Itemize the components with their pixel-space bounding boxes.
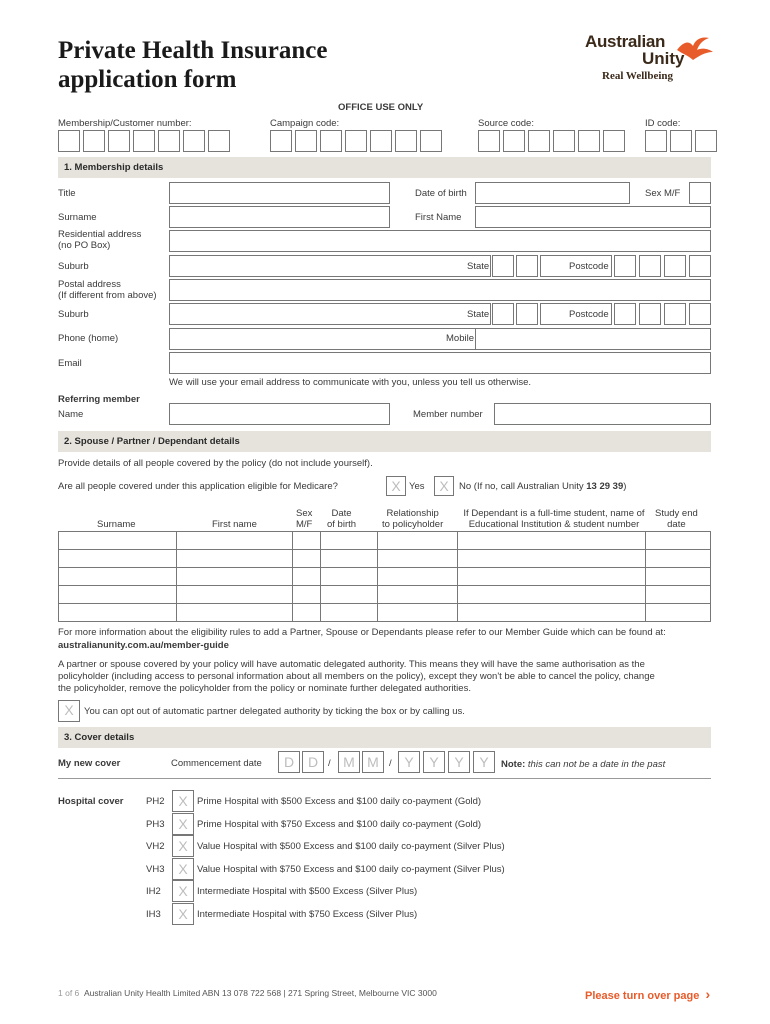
title-line-2: application form — [58, 66, 237, 93]
table-cell[interactable] — [458, 586, 646, 604]
mobile-label: Mobile — [446, 333, 474, 344]
section-2-heading: 2. Spouse / Partner / Dependant details — [58, 431, 711, 452]
hospital-option-checkbox[interactable]: X — [172, 903, 194, 925]
table-cell[interactable] — [646, 604, 711, 622]
postal-postcode-box-3[interactable] — [664, 303, 686, 325]
logo-tagline: Real Wellbeing — [602, 70, 673, 82]
source-code-label: Source code: — [478, 118, 534, 129]
email-label: Email — [58, 358, 82, 369]
table-cell[interactable] — [292, 586, 320, 604]
chevron-right-icon: › — [705, 986, 711, 1002]
turn-over-text: Please turn over page — [585, 990, 700, 1002]
medicare-yes-checkbox[interactable]: X — [386, 476, 406, 496]
hospital-option-label: Prime Hospital with $750 Excess and $100 daily co-payment (Gold) — [197, 818, 482, 830]
hospital-option-checkbox[interactable]: X — [172, 813, 194, 835]
mobile-divider — [475, 328, 476, 350]
source-box-2[interactable] — [503, 130, 525, 152]
date-box-m[interactable]: M — [362, 751, 384, 773]
date-box-y[interactable]: Y — [423, 751, 445, 773]
table-cell[interactable] — [59, 532, 177, 550]
hospital-option-code: IH2 — [146, 886, 161, 897]
postal-postcode-label: Postcode — [569, 309, 609, 320]
phone-home-field[interactable] — [169, 328, 711, 350]
table-cell[interactable] — [320, 532, 378, 550]
office-use-heading: OFFICE USE ONLY — [338, 102, 424, 113]
col-study-end — [655, 508, 698, 530]
para-line-3: the policyholder, remove the policyholder from the policy or nominate further delegated authorities. — [58, 683, 471, 694]
surname-label: Surname — [58, 212, 97, 223]
id-box-1[interactable] — [645, 130, 667, 152]
table-cell[interactable] — [378, 604, 458, 622]
australian-unity-phone: 13 29 39 — [586, 481, 624, 492]
postcode-box-2[interactable] — [639, 255, 661, 277]
date-box-y[interactable]: Y — [473, 751, 495, 773]
col-dep-1: If Dependant is a full-time student, name of — [463, 508, 645, 519]
table-cell[interactable] — [292, 550, 320, 568]
campaign-box-1[interactable] — [270, 130, 292, 152]
table-row — [59, 568, 711, 586]
campaign-box-7[interactable] — [420, 130, 442, 152]
page-number: 1 of 6 — [58, 988, 80, 998]
table-cell[interactable] — [59, 550, 177, 568]
table-cell[interactable] — [176, 532, 292, 550]
source-box-6[interactable] — [603, 130, 625, 152]
table-cell[interactable] — [320, 586, 378, 604]
section-1-heading: 1. Membership details — [58, 157, 711, 178]
hospital-option-code: PH3 — [146, 818, 165, 830]
opt-out-label: You can opt out of automatic partner delegated authority by ticking the box or by calling us. — [84, 706, 465, 717]
campaign-box-6[interactable] — [395, 130, 417, 152]
date-box-y[interactable]: Y — [448, 751, 470, 773]
membership-box-2[interactable] — [83, 130, 105, 152]
col-rel-1: Relationship — [386, 508, 439, 519]
footer-info — [58, 988, 437, 998]
id-code-label: ID code: — [645, 118, 681, 129]
col-date-of-birth — [327, 508, 356, 530]
phone-home-label: Phone (home) — [58, 333, 119, 344]
date-box-y[interactable]: Y — [398, 751, 420, 773]
commencement-date-label: Commencement date — [171, 758, 262, 769]
campaign-box-4[interactable] — [345, 130, 367, 152]
postal-postcode-box-2[interactable] — [639, 303, 661, 325]
date-separator: / — [389, 758, 392, 769]
postal-state-label: State — [467, 309, 490, 320]
sex-label: Sex M/F — [645, 188, 681, 199]
medicare-question: Are all people covered under this application eligible for Medicare? — [58, 481, 338, 492]
hospital-option-code: IH3 — [146, 908, 161, 920]
hospital-option-code: PH2 — [146, 796, 165, 807]
table-cell[interactable] — [176, 568, 292, 586]
campaign-box-2[interactable] — [295, 130, 317, 152]
suburb-field[interactable] — [169, 255, 491, 277]
logo-word-unity: Unity — [642, 49, 685, 68]
table-cell[interactable] — [646, 532, 711, 550]
date-box-d[interactable]: D — [302, 751, 324, 773]
company-details: Australian Unity Health Limited ABN 13 078 722 568 | 271 Spring Street, Melbourne VIC 3000 — [84, 988, 437, 998]
postal-suburb-field[interactable] — [169, 303, 491, 325]
residential-address-label — [58, 229, 141, 251]
section-2-intro: Provide details of all people covered by the policy (do not include yourself). — [58, 458, 373, 469]
postal-suburb-label: Suburb — [58, 309, 89, 320]
delegated-authority-paragraph — [58, 659, 655, 695]
table-cell[interactable] — [458, 604, 646, 622]
col-dependant-student — [462, 508, 646, 530]
table-cell[interactable] — [458, 568, 646, 586]
table-row — [59, 550, 711, 568]
table-cell[interactable] — [320, 604, 378, 622]
table-cell[interactable] — [59, 604, 177, 622]
state-box-2[interactable] — [516, 255, 538, 277]
member-number-field[interactable] — [494, 403, 711, 425]
date-box-m[interactable]: M — [338, 751, 360, 773]
date-of-birth-label: Date of birth — [415, 188, 467, 199]
table-cell[interactable] — [292, 604, 320, 622]
col-study-2: date — [667, 519, 686, 530]
col-surname: Surname — [97, 519, 136, 530]
member-number-label: Member number — [413, 409, 483, 420]
medicare-no-label — [459, 481, 626, 492]
col-relationship — [382, 508, 443, 530]
residential-address-line2: (no PO Box) — [58, 240, 111, 251]
table-cell[interactable] — [292, 532, 320, 550]
table-cell[interactable] — [59, 568, 177, 586]
postal-address-label — [58, 279, 157, 301]
section-3-heading: 3. Cover details — [58, 727, 711, 748]
table-cell[interactable] — [176, 550, 292, 568]
campaign-code-label: Campaign code: — [270, 118, 340, 129]
source-box-3[interactable] — [528, 130, 550, 152]
state-box-1[interactable] — [492, 255, 514, 277]
form-title — [58, 36, 418, 94]
residential-address-line1: Residential address — [58, 229, 142, 240]
first-name-field[interactable] — [475, 206, 711, 228]
title-field[interactable] — [169, 182, 390, 204]
source-box-1[interactable] — [478, 130, 500, 152]
table-cell[interactable] — [646, 586, 711, 604]
table-cell[interactable] — [176, 586, 292, 604]
membership-box-1[interactable] — [58, 130, 80, 152]
first-name-label: First Name — [415, 212, 462, 223]
cover-divider — [58, 778, 711, 779]
table-cell[interactable] — [646, 568, 711, 586]
id-box-3[interactable] — [695, 130, 717, 152]
hospital-option-label: Intermediate Hospital with $500 Excess (Silver Plus) — [197, 886, 418, 897]
email-note: We will use your email address to communicate with you, unless you tell us otherwise. — [169, 377, 532, 388]
table-cell[interactable] — [378, 550, 458, 568]
table-cell[interactable] — [292, 568, 320, 586]
hospital-option-label: Value Hospital with $750 Excess and $100 daily co-payment (Silver Plus) — [197, 863, 505, 875]
col-dep-2: Educational Institution & student number — [468, 519, 640, 530]
medicare-no-checkbox[interactable]: X — [434, 476, 454, 496]
postal-address-line2: (If different from above) — [58, 290, 157, 301]
col-date-1: Date — [331, 508, 352, 519]
hospital-option-code: VH3 — [146, 863, 165, 875]
col-sex — [296, 508, 312, 530]
email-field[interactable] — [169, 352, 711, 374]
postal-address-field[interactable] — [169, 279, 711, 301]
postal-address-line1: Postal address — [58, 279, 121, 290]
para-line-2: policyholder (including access to personal information about all members on the policy), except they won't be able to cancel the policy, change — [58, 671, 655, 682]
table-cell[interactable] — [378, 586, 458, 604]
hospital-option-label: Intermediate Hospital with $750 Excess (Silver Plus) — [197, 908, 418, 920]
date-separator: / — [328, 758, 331, 769]
hospital-option-checkbox[interactable]: X — [172, 858, 194, 880]
hospital-cover-label: Hospital cover — [58, 796, 124, 807]
please-turn-over-link[interactable] — [585, 986, 710, 1002]
postcode-box-4[interactable] — [689, 255, 711, 277]
col-first-name: First name — [212, 519, 257, 530]
table-cell[interactable] — [378, 568, 458, 586]
medicare-no-close: ) — [623, 481, 627, 492]
hospital-option-label: Prime Hospital with $500 Excess and $100 daily co-payment (Gold) — [197, 796, 482, 807]
state-label: State — [467, 261, 490, 272]
postal-state-box-2[interactable] — [516, 303, 538, 325]
table-row — [59, 604, 711, 622]
table-cell[interactable] — [59, 586, 177, 604]
date-box-d[interactable]: D — [278, 751, 300, 773]
table-cell[interactable] — [176, 604, 292, 622]
residential-address-field[interactable] — [169, 230, 711, 252]
membership-box-6[interactable] — [183, 130, 205, 152]
postal-postcode-box-1[interactable] — [614, 303, 636, 325]
hospital-option-label: Value Hospital with $500 Excess and $100 daily co-payment (Silver Plus) — [197, 841, 505, 852]
note-text: this can not be a date in the past — [525, 759, 666, 770]
postal-state-box-1[interactable] — [492, 303, 514, 325]
membership-box-4[interactable] — [133, 130, 155, 152]
col-rel-2: to policyholder — [382, 519, 444, 530]
col-date-2: of birth — [327, 519, 357, 530]
note-bold: Note: — [501, 759, 526, 770]
date-note — [501, 759, 665, 770]
col-study-1: Study end — [655, 508, 698, 519]
suburb-label: Suburb — [58, 261, 89, 272]
table-row — [59, 532, 711, 550]
hospital-option-checkbox[interactable]: X — [172, 835, 194, 857]
referring-name-field[interactable] — [169, 403, 390, 425]
sex-field[interactable] — [689, 182, 711, 204]
member-guide-link[interactable]: australianunity.com.au/member-guide — [58, 640, 229, 651]
logo-word-australian: Australian — [585, 32, 666, 51]
hospital-option-checkbox[interactable]: X — [172, 880, 194, 902]
my-new-cover-label: My new cover — [58, 758, 121, 769]
table-cell[interactable] — [458, 550, 646, 568]
title-line-1: Private Health Insurance — [58, 37, 328, 64]
opt-out-checkbox[interactable]: X — [58, 700, 80, 722]
postcode-label: Postcode — [569, 261, 609, 272]
source-box-5[interactable] — [578, 130, 600, 152]
surname-field[interactable] — [169, 206, 390, 228]
eligibility-info: For more information about the eligibility rules to add a Partner, Spouse or Dependants please refer to our Member Guide which can be found at: — [58, 627, 666, 638]
dependants-table — [58, 531, 711, 622]
campaign-box-5[interactable] — [370, 130, 392, 152]
date-of-birth-field[interactable] — [475, 182, 630, 204]
medicare-yes-label: Yes — [409, 481, 425, 492]
source-box-4[interactable] — [553, 130, 575, 152]
membership-box-3[interactable] — [108, 130, 130, 152]
hospital-option-code: VH2 — [146, 841, 165, 852]
table-cell[interactable] — [320, 568, 378, 586]
postcode-box-3[interactable] — [664, 255, 686, 277]
table-cell[interactable] — [320, 550, 378, 568]
postal-postcode-box-4[interactable] — [689, 303, 711, 325]
bird-icon — [675, 34, 715, 67]
referring-name-label: Name — [58, 409, 84, 420]
postcode-box-1[interactable] — [614, 255, 636, 277]
table-cell[interactable] — [378, 532, 458, 550]
membership-box-7[interactable] — [208, 130, 230, 152]
col-sex-2: M/F — [296, 519, 313, 530]
campaign-box-3[interactable] — [320, 130, 342, 152]
table-cell[interactable] — [458, 532, 646, 550]
col-sex-1: Sex — [296, 508, 313, 519]
id-box-2[interactable] — [670, 130, 692, 152]
hospital-option-checkbox[interactable]: X — [172, 790, 194, 812]
title-label: Title — [58, 188, 76, 199]
membership-number-label: Membership/Customer number: — [58, 118, 192, 129]
medicare-no-text: No (If no, call Australian Unity — [459, 481, 584, 492]
table-cell[interactable] — [646, 550, 711, 568]
referring-member-heading: Referring member — [58, 394, 140, 405]
australian-unity-logo — [585, 32, 725, 84]
table-row — [59, 586, 711, 604]
membership-box-5[interactable] — [158, 130, 180, 152]
para-line-1: A partner or spouse covered by your policy will have automatic delegated authority. This means they will have the same authorisation as the — [58, 659, 645, 670]
